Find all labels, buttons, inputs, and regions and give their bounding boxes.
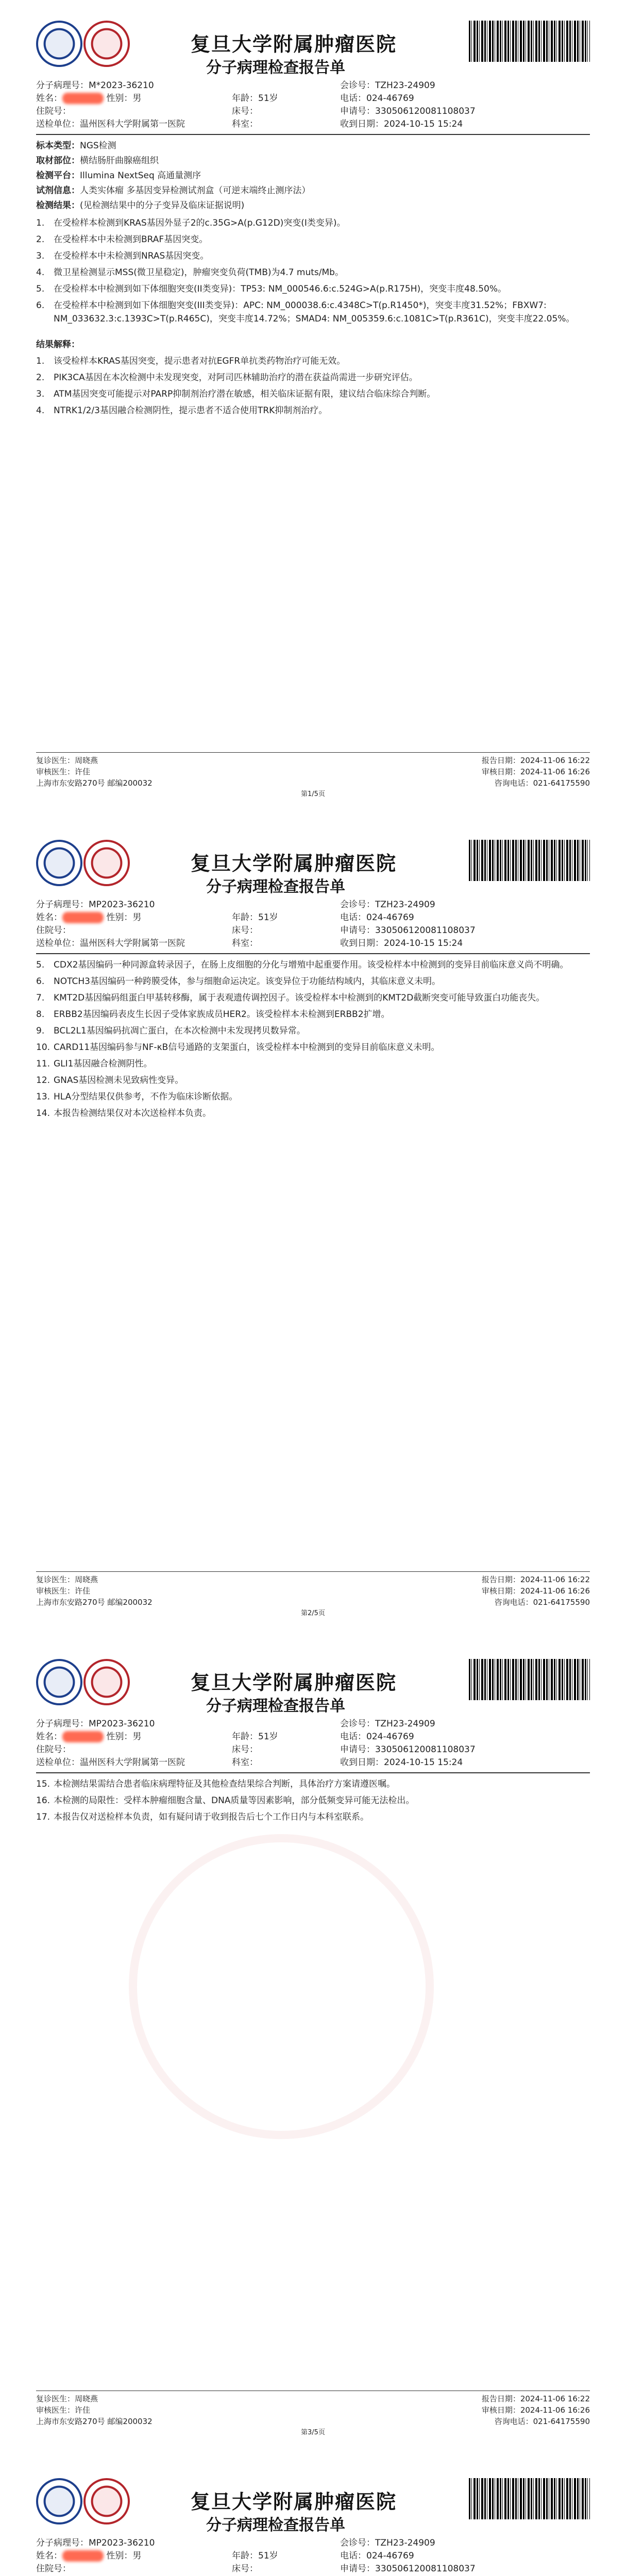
site: 横结肠肝曲腺癌组织 — [80, 156, 159, 166]
hospital-name: 复旦大学附属肿瘤医院 — [191, 1671, 397, 1694]
specimen-section — [36, 139, 590, 212]
list-item: 1. 在受检样本检测到KRAS基因外显子2的c.35G>A(p.G12D)突变(I类变异)。 — [36, 218, 346, 228]
patient-info — [36, 77, 590, 135]
review-date: 2024-11-06 16:26 — [520, 767, 590, 776]
phone-label: 电话： — [340, 93, 366, 104]
hospital-name: 复旦大学附属肿瘤医院 — [191, 2490, 397, 2513]
list-item: 6. 在受检样本中检测到如下体细胞突变(III类变异)：APC: NM_000038.6:c.4348C>T(p.R1450*)，突变丰度31.52%；FBXW7: NM_033632.3:c.1393C>T(p.R465C)，突变丰度14.72%；SMAD4: NM_005359.6:c.1081C>T(p.R361C)，突变丰度22.05%。 — [36, 300, 575, 324]
consult-label: 会诊号： — [340, 80, 375, 91]
list-item: 14. 本报告检测结果仅对本次送检样本负责。 — [36, 1108, 211, 1118]
receive-date: 2024-10-15 15:24 — [384, 119, 463, 129]
patient-info: 分子病理号：MP2023-36210 会诊号：TZH23-24909 姓名： 性别：男 年龄：51岁 电话：024-46769 住院号： 床号： 申请号：330506120081108037 送检单位：温州医科大学附属第一医院 科室： 收到日期：2024-10-15 15:24 — [36, 896, 590, 954]
report-footer: 复诊医生：周晓燕 报告日期：2024-11-06 16:22 审核医生：许佳 审核日期：2024-11-06 16:26 上海市东安路270号 邮编200032 咨询电话：021-64175590 第1/5页 — [36, 752, 590, 800]
interpretation-list — [36, 958, 590, 1120]
list-item: 5. CDX2基因编码一种同源盒转录因子，在肠上皮细胞的分化与增殖中起重要作用。该受检样本中检测到的变异目前临床意义尚不明确。 — [36, 960, 569, 970]
report-header — [36, 2458, 590, 2535]
name-redacted — [62, 912, 104, 923]
send-unit: 温州医科大学附属第一医院 — [80, 119, 185, 129]
report-header — [36, 819, 590, 896]
list-item: 7. KMT2D基因编码组蛋白甲基转移酶，属于表观遗传调控因子。该受检样本中检测到的KMT2D截断突变可能导致蛋白功能丧失。 — [36, 993, 545, 1003]
report-header — [36, 0, 590, 77]
name-label: 姓名： — [36, 93, 62, 104]
platform: Illumina NextSeq 高通量测序 — [80, 171, 201, 181]
page-number: 第1/5页 — [301, 790, 325, 798]
list-item: 3. ATM基因突变可能提示对PARP抑制剂治疗潜在敏感，相关临床证据有限，建议结合临床综合判断。 — [36, 389, 436, 399]
report-title: 分子病理检查报告单 — [206, 59, 345, 77]
pathology-no: M*2023-36210 — [89, 80, 154, 91]
address: 上海市东安路270号 邮编200032 — [36, 778, 153, 788]
list-item: 12. GNAS基因检测未见致病性变异。 — [36, 1075, 184, 1086]
name-redacted — [62, 93, 104, 104]
list-item: 2. PIK3CA基因在本次检测中未发现突变，对阿司匹林辅助治疗的潜在获益尚需进一步研究评估。 — [36, 372, 418, 383]
hospital-logo — [36, 1659, 82, 1705]
report-title: 分子病理检查报告单 — [206, 2516, 345, 2534]
list-item: 17. 本报告仅对送检样本负责，如有疑问请于收到报告后七个工作日内与本科室联系。 — [36, 1812, 369, 1822]
consult-no: TZH23-24909 — [375, 900, 435, 910]
list-item: 10. CARD11基因编码参与NF-κB信号通路的支架蛋白，该受检样本中检测到的变异目前临床意义未明。 — [36, 1042, 440, 1053]
sex: 男 — [132, 93, 142, 104]
site-label: 取材部位： — [36, 156, 80, 166]
list-item: 5. 在受检样本中检测到如下体细胞突变(II类变异)：TP53: NM_000546.6:c.524G>A(p.R175H)，突变丰度48.50%。 — [36, 284, 506, 294]
list-item: 15. 本检测结果需结合患者临床病理特征及其他检查结果综合判断，具体治疗方案请遵医嘱。 — [36, 1779, 395, 1789]
list-item: 13. HLA分型结果仅供参考，不作为临床诊断依据。 — [36, 1092, 238, 1102]
list-item: 2. 在受检样本中未检测到BRAF基因突变。 — [36, 234, 208, 245]
list-item: 16. 本检测的局限性：受样本肿瘤细胞含量、DNA质量等因素影响，部分低频变异可能无法检出。 — [36, 1795, 415, 1806]
method-label: 试剂信息： — [36, 185, 80, 196]
list-item: 9. BCL2L1基因编码抗凋亡蛋白，在本次检测中未发现拷贝数异常。 — [36, 1026, 306, 1036]
report-page-1 — [0, 0, 626, 819]
report-title: 分子病理检查报告单 — [206, 1697, 345, 1715]
report-page-4 — [0, 2458, 626, 2576]
dept-label: 科室： — [232, 119, 258, 129]
send-label: 送检单位： — [36, 119, 80, 129]
platform-label: 检测平台： — [36, 171, 80, 181]
page-number: 第2/5页 — [301, 1609, 325, 1617]
specimen: NGS检测 — [80, 141, 116, 151]
cancer-center-logo — [83, 2478, 130, 2524]
name-redacted — [62, 1731, 104, 1742]
report-title: 分子病理检查报告单 — [206, 878, 345, 896]
patient-info: 分子病理号：MP2023-36210 会诊号：TZH23-24909 姓名： 性别：男 年龄：51岁 电话：024-46769 住院号： 床号： 申请号：330506120081108037 送检单位：温州医科大学附属第一医院 科室： 收到日期：2024-10-15 15:24 — [36, 1716, 590, 1773]
list-item: 1. 该受检样本KRAS基因突变，提示患者对抗EGFR单抗类药物治疗可能无效。 — [36, 356, 346, 366]
patient-info: 分子病理号：MP2023-36210 会诊号：TZH23-24909 姓名： 性别：男 年龄：51岁 电话：024-46769 住院号： 床号： 申请号：330506120081108037 — [36, 2535, 590, 2576]
bed-label: 床号： — [232, 106, 258, 116]
cancer-center-logo — [83, 1659, 130, 1705]
specimen-label: 标本类型： — [36, 141, 80, 151]
cancer-center-logo — [83, 21, 130, 67]
consult-no: TZH23-24909 — [375, 80, 435, 91]
report-page-2 — [0, 819, 626, 1638]
phone: 024-46769 — [366, 93, 414, 104]
report-footer: 复诊医生：周晓燕 报告日期：2024-11-06 16:22 审核医生：许佳 审核日期：2024-11-06 16:26 上海市东安路270号 邮编200032 咨询电话：021-64175590 第3/5页 — [36, 2391, 590, 2438]
barcode — [469, 1659, 590, 1700]
hospital-name: 复旦大学附属肿瘤医院 — [191, 852, 397, 875]
hospital-name: 复旦大学附属肿瘤医院 — [191, 32, 397, 56]
reviewer: 许佳 — [75, 767, 91, 776]
hospital-logo — [36, 2478, 82, 2524]
comments-title: 结果解释： — [36, 340, 80, 350]
sex-label: 性别： — [106, 93, 133, 104]
pathology-no-label: 分子病理号： — [36, 80, 89, 91]
age: 51岁 — [258, 93, 278, 104]
name-redacted — [62, 2550, 104, 2562]
reporter: 周晓燕 — [75, 756, 98, 765]
barcode — [469, 21, 590, 62]
inpatient-label: 住院号： — [36, 106, 71, 116]
report-date: 2024-11-06 16:22 — [520, 756, 590, 765]
notes-list — [36, 1777, 590, 1824]
list-item: 6. NOTCH3基因编码一种跨膜受体，参与细胞命运决定。该变异位于功能结构域内，其临床意义未明。 — [36, 976, 441, 987]
list-item: 8. ERBB2基因编码表皮生长因子受体家族成员HER2。该受检样本未检测到ERBB2扩增。 — [36, 1009, 390, 1020]
comments-section — [36, 338, 590, 417]
report-footer: 复诊医生：周晓燕 报告日期：2024-11-06 16:22 审核医生：许佳 审核日期：2024-11-06 16:26 上海市东安路270号 邮编200032 咨询电话：021-64175590 第2/5页 — [36, 1571, 590, 1619]
barcode — [469, 2478, 590, 2519]
contact: 咨询电话：021-64175590 — [494, 778, 590, 788]
report-header — [36, 1638, 590, 1716]
list-item: 4. NTRK1/2/3基因融合检测阴性，提示患者不适合使用TRK抑制剂治疗。 — [36, 405, 328, 416]
hospital-logo — [36, 840, 82, 886]
page-number: 第3/5页 — [301, 2429, 325, 2436]
result-label: 检测结果： — [36, 200, 80, 211]
apply-label: 申请号： — [340, 106, 375, 116]
list-item: 4. 微卫星检测显示MSS(微卫星稳定)，肿瘤突变负荷(TMB)为4.7 muts/Mb。 — [36, 267, 344, 278]
pathology-no: MP2023-36210 — [89, 900, 155, 910]
result: (见检测结果中的分子变异及临床证据说明) — [80, 200, 245, 211]
receive-label: 收到日期： — [340, 119, 384, 129]
results-list — [36, 216, 590, 326]
barcode — [469, 840, 590, 881]
seal-watermark — [129, 1834, 434, 2139]
list-item: 3. 在受检样本中未检测到NRAS基因突变。 — [36, 251, 209, 261]
list-item: 11. GLI1基因融合检测阴性。 — [36, 1059, 153, 1069]
age-label: 年龄： — [232, 93, 258, 104]
cancer-center-logo — [83, 840, 130, 886]
apply-no: 330506120081108037 — [375, 106, 476, 116]
method: 人类实体瘤 多基因变异检测试剂盒（可逆末端终止测序法） — [80, 185, 311, 196]
hospital-logo — [36, 21, 82, 67]
report-page-3 — [0, 1638, 626, 2458]
